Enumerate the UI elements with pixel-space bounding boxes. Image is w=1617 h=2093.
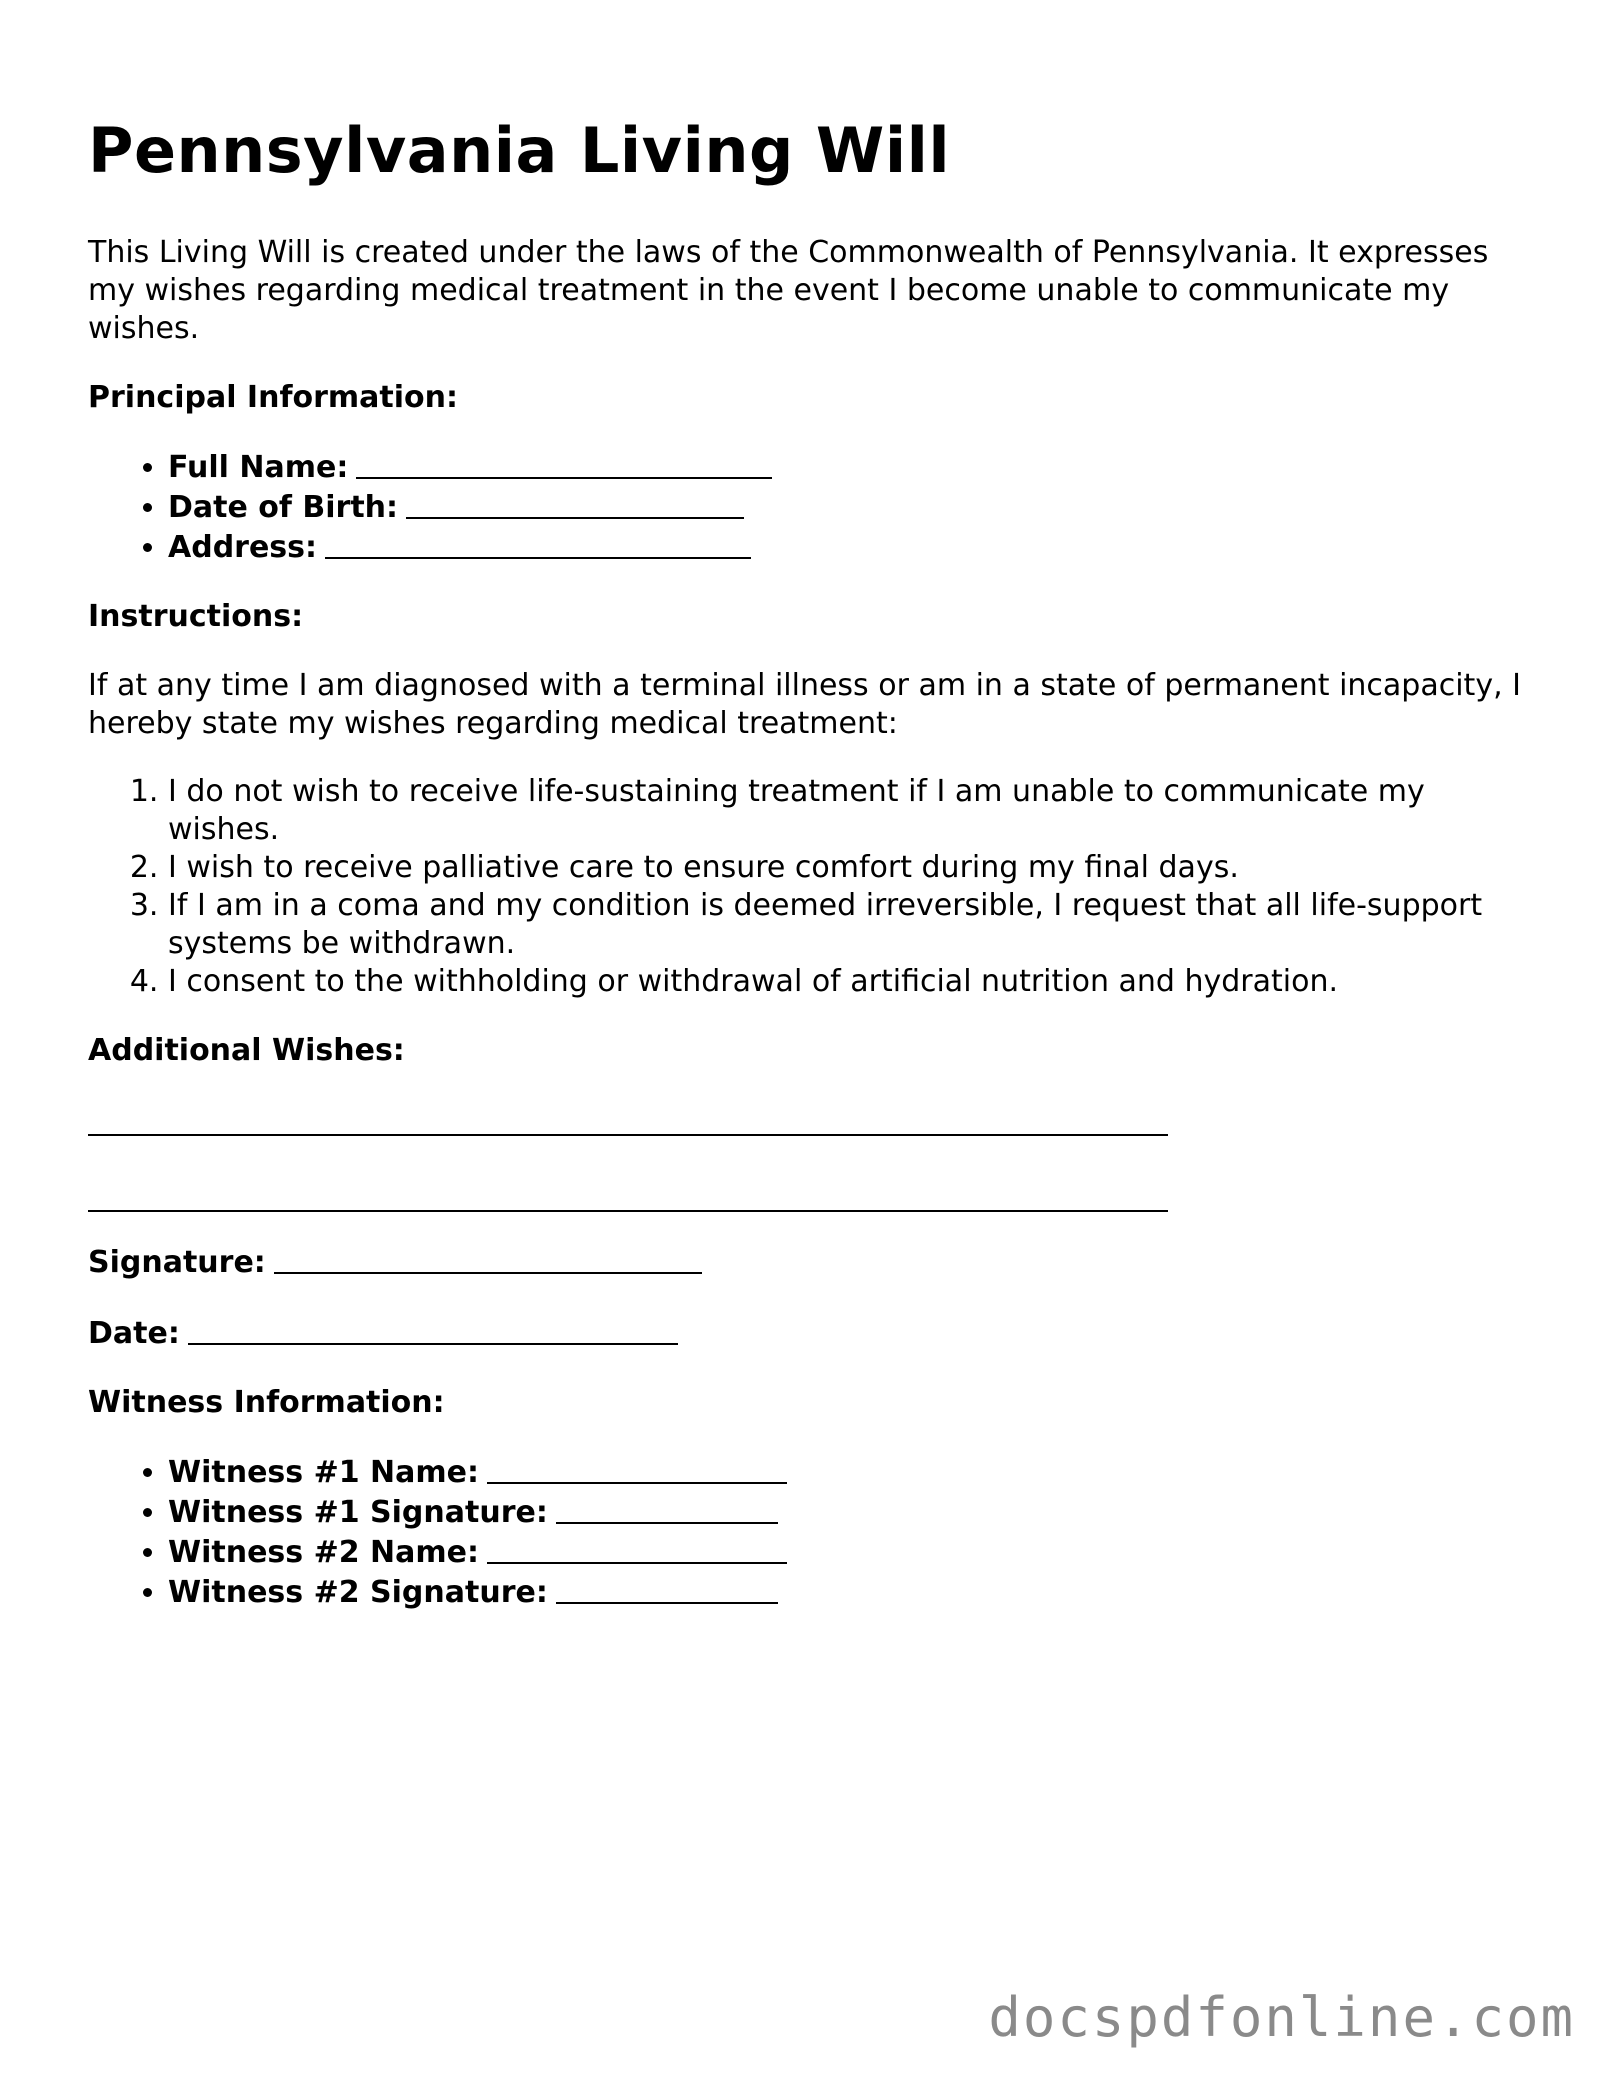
- date-of-birth-label: Date of Birth:: [168, 490, 399, 525]
- witness-1-name-label: Witness #1 Name:: [168, 1455, 479, 1490]
- additional-wishes-line-1[interactable]: [88, 1134, 1168, 1136]
- date-of-birth-blank[interactable]: [406, 487, 744, 519]
- date-field: [88, 1313, 1528, 1353]
- witness-2-signature-label: Witness #2 Signature:: [168, 1575, 548, 1610]
- witness-1-name-blank[interactable]: [487, 1452, 787, 1484]
- witness-2-name-blank[interactable]: [487, 1532, 787, 1564]
- instructions-paragraph: If at any time I am diagnosed with a terminal illness or am in a state of permanent incapacity, I hereby state my wishes regarding medical treatment:: [88, 668, 1521, 741]
- witness-1-name-field: [168, 1452, 1528, 1492]
- full-name-label: Full Name:: [168, 450, 349, 485]
- date-of-birth-field: [168, 487, 1528, 527]
- instructions-heading: Instructions:: [88, 599, 304, 634]
- witness-heading: Witness Information:: [88, 1385, 445, 1420]
- signature-field: [88, 1242, 1528, 1282]
- date-blank[interactable]: [188, 1313, 678, 1345]
- instruction-item: 1. I do not wish to receive life-sustaining treatment if I am unable to communicate my wishes.: [168, 773, 1528, 849]
- witness-1-signature-blank[interactable]: [556, 1492, 778, 1524]
- witness-1-signature-label: Witness #1 Signature:: [168, 1495, 548, 1530]
- witness-2-name-field: [168, 1532, 1528, 1572]
- address-field: [168, 527, 1528, 567]
- document-page: [88, 108, 1528, 1612]
- date-label: Date:: [88, 1316, 180, 1351]
- witness-2-name-label: Witness #2 Name:: [168, 1535, 479, 1570]
- document-title: Pennsylvania Living Will: [88, 114, 951, 187]
- full-name-blank[interactable]: [356, 447, 772, 479]
- principal-heading: Principal Information:: [88, 380, 459, 415]
- intro-paragraph: This Living Will is created under the laws of the Commonwealth of Pennsylvania. It expresses my wishes regarding medical treatment in the event I become unable to communicate my wishes.: [88, 235, 1489, 346]
- witness-2-signature-field: [168, 1572, 1528, 1612]
- address-label: Address:: [168, 530, 318, 565]
- watermark-text: docspdfonline.com: [988, 1986, 1575, 2049]
- witness-1-signature-field: [168, 1492, 1528, 1532]
- instruction-item: 2. I wish to receive palliative care to ensure comfort during my final days.: [168, 849, 1528, 887]
- principal-fields-list: [88, 447, 1528, 567]
- witness-fields-list: [88, 1452, 1528, 1612]
- full-name-field: [168, 447, 1528, 487]
- signature-blank[interactable]: [274, 1242, 702, 1274]
- additional-wishes-line-2[interactable]: [88, 1210, 1168, 1212]
- signature-label: Signature:: [88, 1245, 266, 1280]
- instruction-item: 4. I consent to the withholding or withdrawal of artificial nutrition and hydration.: [168, 963, 1528, 1001]
- witness-2-signature-blank[interactable]: [556, 1572, 778, 1604]
- additional-wishes-heading: Additional Wishes:: [88, 1033, 405, 1068]
- instruction-item: 3. If I am in a coma and my condition is deemed irreversible, I request that all life-support systems be withdrawn.: [168, 887, 1528, 963]
- instructions-list: [88, 773, 1528, 1001]
- address-blank[interactable]: [325, 527, 751, 559]
